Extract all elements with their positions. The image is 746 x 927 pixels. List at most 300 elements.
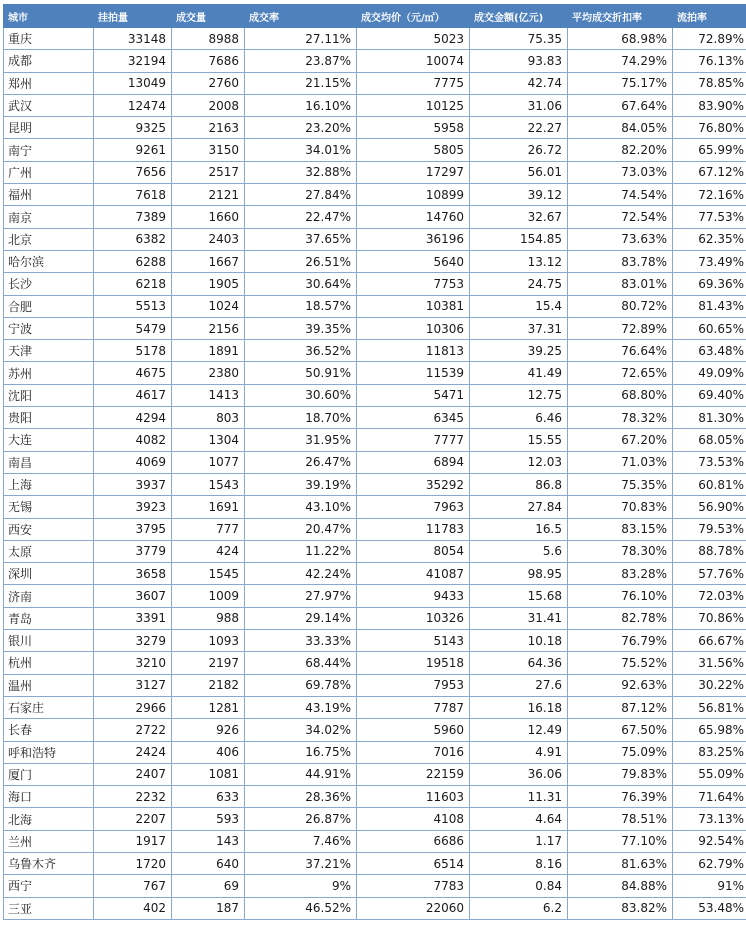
table-body [4, 28, 746, 920]
cell-avg-price: 11813 [357, 340, 470, 362]
cell-deal-amount: 12.49 [470, 719, 568, 741]
cell-listings: 13049 [94, 72, 172, 94]
cell-avg-price: 10899 [357, 184, 470, 206]
cell-city: 深圳 [4, 563, 94, 585]
cell-listings: 402 [94, 897, 172, 919]
table-row [4, 741, 746, 763]
cell-deal-rate: 36.52% [245, 340, 357, 362]
cell-failed-rate: 81.43% [673, 295, 746, 317]
table-row [4, 139, 746, 161]
cell-deal-rate: 34.01% [245, 139, 357, 161]
cell-listings: 3279 [94, 630, 172, 652]
table-row [4, 451, 746, 473]
cell-deal-rate: 43.19% [245, 696, 357, 718]
cell-avg-discount: 76.64% [568, 340, 673, 362]
cell-deals: 640 [172, 852, 245, 874]
cell-deal-amount: 5.6 [470, 540, 568, 562]
cell-failed-rate: 56.81% [673, 696, 746, 718]
cell-deals: 1093 [172, 630, 245, 652]
cell-avg-price: 5471 [357, 384, 470, 406]
cell-avg-discount: 68.98% [568, 28, 673, 50]
cell-deal-amount: 36.06 [470, 763, 568, 785]
cell-failed-rate: 30.22% [673, 674, 746, 696]
table-row [4, 72, 746, 94]
cell-deals: 1304 [172, 429, 245, 451]
cell-deals: 2197 [172, 652, 245, 674]
cell-listings: 1917 [94, 830, 172, 852]
cell-deal-rate: 68.44% [245, 652, 357, 674]
cell-avg-price: 5960 [357, 719, 470, 741]
cell-listings: 4675 [94, 362, 172, 384]
cell-deals: 8988 [172, 28, 245, 50]
cell-deal-rate: 31.95% [245, 429, 357, 451]
table-row [4, 585, 746, 607]
cell-avg-discount: 83.82% [568, 897, 673, 919]
cell-city: 上海 [4, 473, 94, 495]
cell-listings: 9261 [94, 139, 172, 161]
cell-deal-rate: 16.10% [245, 94, 357, 116]
cell-failed-rate: 91% [673, 875, 746, 897]
cell-deal-amount: 8.16 [470, 852, 568, 874]
cell-deal-rate: 30.64% [245, 273, 357, 295]
table-row [4, 897, 746, 919]
cell-listings: 2232 [94, 786, 172, 808]
cell-listings: 3923 [94, 496, 172, 518]
table-row [4, 295, 746, 317]
cell-deal-rate: 37.65% [245, 228, 357, 250]
cell-failed-rate: 69.40% [673, 384, 746, 406]
cell-deals: 3150 [172, 139, 245, 161]
table-row [4, 808, 746, 830]
cell-city: 昆明 [4, 117, 94, 139]
cell-avg-discount: 73.03% [568, 161, 673, 183]
cell-city: 兰州 [4, 830, 94, 852]
cell-avg-price: 10306 [357, 317, 470, 339]
cell-failed-rate: 68.05% [673, 429, 746, 451]
cell-avg-price: 7775 [357, 72, 470, 94]
cell-deal-amount: 11.31 [470, 786, 568, 808]
header-city: 城市 [4, 5, 94, 28]
cell-deal-rate: 18.57% [245, 295, 357, 317]
table-row [4, 94, 746, 116]
cell-deals: 7686 [172, 50, 245, 72]
cell-deal-amount: 64.36 [470, 652, 568, 674]
auction-data-table [3, 4, 746, 920]
cell-deal-rate: 23.87% [245, 50, 357, 72]
cell-deal-rate: 32.88% [245, 161, 357, 183]
cell-avg-discount: 82.20% [568, 139, 673, 161]
cell-deal-rate: 26.51% [245, 250, 357, 272]
cell-deals: 2182 [172, 674, 245, 696]
cell-deal-amount: 56.01 [470, 161, 568, 183]
cell-avg-price: 41087 [357, 563, 470, 585]
cell-deal-rate: 16.75% [245, 741, 357, 763]
cell-deal-rate: 42.24% [245, 563, 357, 585]
header-deal-amount: 成交金额(亿元) [470, 5, 568, 28]
cell-listings: 12474 [94, 94, 172, 116]
cell-deals: 777 [172, 518, 245, 540]
cell-avg-price: 5805 [357, 139, 470, 161]
cell-avg-price: 7963 [357, 496, 470, 518]
cell-avg-price: 4108 [357, 808, 470, 830]
cell-failed-rate: 65.98% [673, 719, 746, 741]
cell-listings: 2207 [94, 808, 172, 830]
cell-avg-price: 7753 [357, 273, 470, 295]
cell-listings: 2407 [94, 763, 172, 785]
cell-deal-rate: 18.70% [245, 407, 357, 429]
cell-deals: 69 [172, 875, 245, 897]
cell-avg-discount: 83.28% [568, 563, 673, 585]
cell-failed-rate: 88.78% [673, 540, 746, 562]
cell-deals: 1081 [172, 763, 245, 785]
cell-deals: 1891 [172, 340, 245, 362]
cell-avg-price: 10125 [357, 94, 470, 116]
cell-avg-discount: 68.80% [568, 384, 673, 406]
cell-listings: 4082 [94, 429, 172, 451]
cell-deals: 1691 [172, 496, 245, 518]
cell-deals: 633 [172, 786, 245, 808]
header-avg-discount: 平均成交折扣率 [568, 5, 673, 28]
cell-avg-price: 7787 [357, 696, 470, 718]
cell-avg-discount: 78.51% [568, 808, 673, 830]
table-row [4, 830, 746, 852]
cell-city: 合肥 [4, 295, 94, 317]
cell-deal-amount: 31.06 [470, 94, 568, 116]
cell-deals: 1009 [172, 585, 245, 607]
cell-deals: 2121 [172, 184, 245, 206]
cell-avg-discount: 72.65% [568, 362, 673, 384]
cell-avg-price: 7016 [357, 741, 470, 763]
cell-deal-amount: 41.49 [470, 362, 568, 384]
cell-deal-amount: 42.74 [470, 72, 568, 94]
cell-deal-amount: 32.67 [470, 206, 568, 228]
cell-avg-discount: 82.78% [568, 607, 673, 629]
cell-failed-rate: 62.79% [673, 852, 746, 874]
cell-deals: 1545 [172, 563, 245, 585]
cell-deals: 1077 [172, 451, 245, 473]
cell-city: 贵阳 [4, 407, 94, 429]
cell-failed-rate: 76.13% [673, 50, 746, 72]
table-row [4, 674, 746, 696]
cell-listings: 2966 [94, 696, 172, 718]
table-row [4, 206, 746, 228]
cell-city: 南昌 [4, 451, 94, 473]
cell-deals: 2760 [172, 72, 245, 94]
cell-deal-amount: 12.03 [470, 451, 568, 473]
cell-deal-amount: 16.5 [470, 518, 568, 540]
cell-deal-rate: 39.35% [245, 317, 357, 339]
cell-avg-price: 5958 [357, 117, 470, 139]
cell-failed-rate: 72.16% [673, 184, 746, 206]
cell-deal-rate: 30.60% [245, 384, 357, 406]
cell-deals: 1660 [172, 206, 245, 228]
cell-deal-amount: 93.83 [470, 50, 568, 72]
cell-avg-discount: 92.63% [568, 674, 673, 696]
cell-deals: 424 [172, 540, 245, 562]
cell-avg-price: 14760 [357, 206, 470, 228]
table-row [4, 250, 746, 272]
table-row [4, 786, 746, 808]
cell-city: 哈尔滨 [4, 250, 94, 272]
cell-listings: 2424 [94, 741, 172, 763]
cell-listings: 5178 [94, 340, 172, 362]
cell-deal-rate: 9% [245, 875, 357, 897]
cell-deal-rate: 37.21% [245, 852, 357, 874]
cell-deal-amount: 75.35 [470, 28, 568, 50]
cell-city: 天津 [4, 340, 94, 362]
cell-avg-discount: 67.50% [568, 719, 673, 741]
cell-failed-rate: 72.03% [673, 585, 746, 607]
cell-deal-rate: 44.91% [245, 763, 357, 785]
cell-deal-rate: 7.46% [245, 830, 357, 852]
cell-city: 西宁 [4, 875, 94, 897]
cell-avg-price: 35292 [357, 473, 470, 495]
cell-city: 广州 [4, 161, 94, 183]
table-row [4, 496, 746, 518]
cell-avg-discount: 75.17% [568, 72, 673, 94]
cell-listings: 33148 [94, 28, 172, 50]
cell-deals: 1281 [172, 696, 245, 718]
table-row [4, 117, 746, 139]
table-row [4, 273, 746, 295]
table-row [4, 429, 746, 451]
cell-avg-discount: 84.05% [568, 117, 673, 139]
cell-deals: 406 [172, 741, 245, 763]
cell-deals: 1543 [172, 473, 245, 495]
cell-deal-rate: 29.14% [245, 607, 357, 629]
cell-deal-amount: 26.72 [470, 139, 568, 161]
cell-listings: 32194 [94, 50, 172, 72]
cell-failed-rate: 77.53% [673, 206, 746, 228]
cell-deal-amount: 10.18 [470, 630, 568, 652]
cell-city: 沈阳 [4, 384, 94, 406]
cell-listings: 3127 [94, 674, 172, 696]
cell-deal-rate: 23.20% [245, 117, 357, 139]
cell-avg-price: 5640 [357, 250, 470, 272]
cell-listings: 3391 [94, 607, 172, 629]
header-deal-rate: 成交率 [245, 5, 357, 28]
cell-deal-amount: 24.75 [470, 273, 568, 295]
cell-city: 温州 [4, 674, 94, 696]
cell-deal-amount: 16.18 [470, 696, 568, 718]
cell-avg-discount: 71.03% [568, 451, 673, 473]
cell-deals: 143 [172, 830, 245, 852]
cell-avg-discount: 78.32% [568, 407, 673, 429]
table-row [4, 540, 746, 562]
cell-avg-price: 17297 [357, 161, 470, 183]
cell-avg-price: 6686 [357, 830, 470, 852]
cell-deal-rate: 27.11% [245, 28, 357, 50]
header-deals: 成交量 [172, 5, 245, 28]
cell-failed-rate: 67.12% [673, 161, 746, 183]
cell-avg-discount: 70.83% [568, 496, 673, 518]
cell-avg-price: 10326 [357, 607, 470, 629]
cell-deal-amount: 0.84 [470, 875, 568, 897]
cell-city: 呼和浩特 [4, 741, 94, 763]
cell-city: 重庆 [4, 28, 94, 50]
cell-city: 北海 [4, 808, 94, 830]
cell-listings: 4069 [94, 451, 172, 473]
table-row [4, 563, 746, 585]
cell-failed-rate: 92.54% [673, 830, 746, 852]
cell-deal-rate: 33.33% [245, 630, 357, 652]
cell-avg-price: 6345 [357, 407, 470, 429]
cell-city: 银川 [4, 630, 94, 652]
table-row [4, 28, 746, 50]
cell-city: 大连 [4, 429, 94, 451]
cell-avg-discount: 73.63% [568, 228, 673, 250]
cell-avg-discount: 67.20% [568, 429, 673, 451]
cell-city: 武汉 [4, 94, 94, 116]
table-row [4, 317, 746, 339]
cell-deal-rate: 46.52% [245, 897, 357, 919]
cell-failed-rate: 57.76% [673, 563, 746, 585]
cell-avg-discount: 75.52% [568, 652, 673, 674]
cell-city: 福州 [4, 184, 94, 206]
cell-deal-rate: 26.47% [245, 451, 357, 473]
cell-failed-rate: 78.85% [673, 72, 746, 94]
cell-deals: 803 [172, 407, 245, 429]
cell-failed-rate: 31.56% [673, 652, 746, 674]
cell-city: 西安 [4, 518, 94, 540]
cell-deals: 2380 [172, 362, 245, 384]
cell-deal-amount: 98.95 [470, 563, 568, 585]
cell-failed-rate: 56.90% [673, 496, 746, 518]
cell-deals: 2517 [172, 161, 245, 183]
cell-listings: 6218 [94, 273, 172, 295]
cell-failed-rate: 73.49% [673, 250, 746, 272]
cell-avg-discount: 74.54% [568, 184, 673, 206]
table-row [4, 161, 746, 183]
cell-deal-amount: 39.25 [470, 340, 568, 362]
cell-avg-price: 5023 [357, 28, 470, 50]
cell-failed-rate: 70.86% [673, 607, 746, 629]
cell-city: 长春 [4, 719, 94, 741]
table-row [4, 630, 746, 652]
cell-city: 苏州 [4, 362, 94, 384]
cell-listings: 3607 [94, 585, 172, 607]
cell-failed-rate: 55.09% [673, 763, 746, 785]
cell-avg-discount: 78.30% [568, 540, 673, 562]
cell-city: 北京 [4, 228, 94, 250]
cell-failed-rate: 49.09% [673, 362, 746, 384]
cell-deal-amount: 37.31 [470, 317, 568, 339]
cell-deals: 2403 [172, 228, 245, 250]
cell-deal-rate: 26.87% [245, 808, 357, 830]
cell-deal-amount: 86.8 [470, 473, 568, 495]
cell-listings: 3779 [94, 540, 172, 562]
cell-deal-amount: 31.41 [470, 607, 568, 629]
table-row [4, 340, 746, 362]
cell-city: 宁波 [4, 317, 94, 339]
cell-avg-price: 9433 [357, 585, 470, 607]
cell-failed-rate: 53.48% [673, 897, 746, 919]
cell-listings: 7618 [94, 184, 172, 206]
table-row [4, 228, 746, 250]
table-row [4, 652, 746, 674]
cell-failed-rate: 81.30% [673, 407, 746, 429]
header-listings: 挂拍量 [94, 5, 172, 28]
table-row [4, 719, 746, 741]
cell-city: 成都 [4, 50, 94, 72]
cell-deals: 1024 [172, 295, 245, 317]
cell-city: 太原 [4, 540, 94, 562]
cell-deal-amount: 15.4 [470, 295, 568, 317]
cell-deal-rate: 28.36% [245, 786, 357, 808]
cell-listings: 4294 [94, 407, 172, 429]
cell-city: 南京 [4, 206, 94, 228]
cell-city: 乌鲁木齐 [4, 852, 94, 874]
cell-avg-price: 22159 [357, 763, 470, 785]
cell-deal-rate: 34.02% [245, 719, 357, 741]
cell-deal-rate: 43.10% [245, 496, 357, 518]
cell-deals: 988 [172, 607, 245, 629]
cell-avg-price: 5143 [357, 630, 470, 652]
cell-deal-rate: 27.84% [245, 184, 357, 206]
table-row [4, 518, 746, 540]
cell-city: 海口 [4, 786, 94, 808]
table-row [4, 184, 746, 206]
cell-city: 无锡 [4, 496, 94, 518]
cell-avg-price: 19518 [357, 652, 470, 674]
cell-avg-discount: 84.88% [568, 875, 673, 897]
cell-listings: 3658 [94, 563, 172, 585]
cell-city: 长沙 [4, 273, 94, 295]
table-row [4, 407, 746, 429]
cell-avg-discount: 74.29% [568, 50, 673, 72]
table-row [4, 50, 746, 72]
cell-avg-discount: 83.15% [568, 518, 673, 540]
header-avg-price: 成交均价（元/㎡） [357, 5, 470, 28]
cell-avg-price: 7953 [357, 674, 470, 696]
cell-city: 济南 [4, 585, 94, 607]
cell-deal-amount: 4.91 [470, 741, 568, 763]
cell-listings: 4617 [94, 384, 172, 406]
cell-deal-rate: 27.97% [245, 585, 357, 607]
cell-deals: 2163 [172, 117, 245, 139]
cell-listings: 5479 [94, 317, 172, 339]
cell-avg-discount: 83.78% [568, 250, 673, 272]
cell-failed-rate: 79.53% [673, 518, 746, 540]
cell-deal-rate: 50.91% [245, 362, 357, 384]
cell-deal-amount: 13.12 [470, 250, 568, 272]
cell-failed-rate: 69.36% [673, 273, 746, 295]
cell-deals: 1667 [172, 250, 245, 272]
cell-deal-amount: 27.6 [470, 674, 568, 696]
table-row [4, 607, 746, 629]
cell-failed-rate: 76.80% [673, 117, 746, 139]
cell-deals: 1905 [172, 273, 245, 295]
cell-failed-rate: 66.67% [673, 630, 746, 652]
cell-avg-discount: 72.89% [568, 317, 673, 339]
cell-avg-price: 22060 [357, 897, 470, 919]
cell-deals: 926 [172, 719, 245, 741]
cell-city: 青岛 [4, 607, 94, 629]
cell-avg-discount: 72.54% [568, 206, 673, 228]
cell-avg-price: 10381 [357, 295, 470, 317]
cell-listings: 9325 [94, 117, 172, 139]
table-row [4, 473, 746, 495]
cell-deal-amount: 15.68 [470, 585, 568, 607]
cell-deal-amount: 154.85 [470, 228, 568, 250]
cell-avg-discount: 75.09% [568, 741, 673, 763]
cell-deal-rate: 11.22% [245, 540, 357, 562]
cell-avg-price: 8054 [357, 540, 470, 562]
cell-deal-amount: 22.27 [470, 117, 568, 139]
cell-avg-price: 6514 [357, 852, 470, 874]
cell-city: 南宁 [4, 139, 94, 161]
cell-listings: 2722 [94, 719, 172, 741]
